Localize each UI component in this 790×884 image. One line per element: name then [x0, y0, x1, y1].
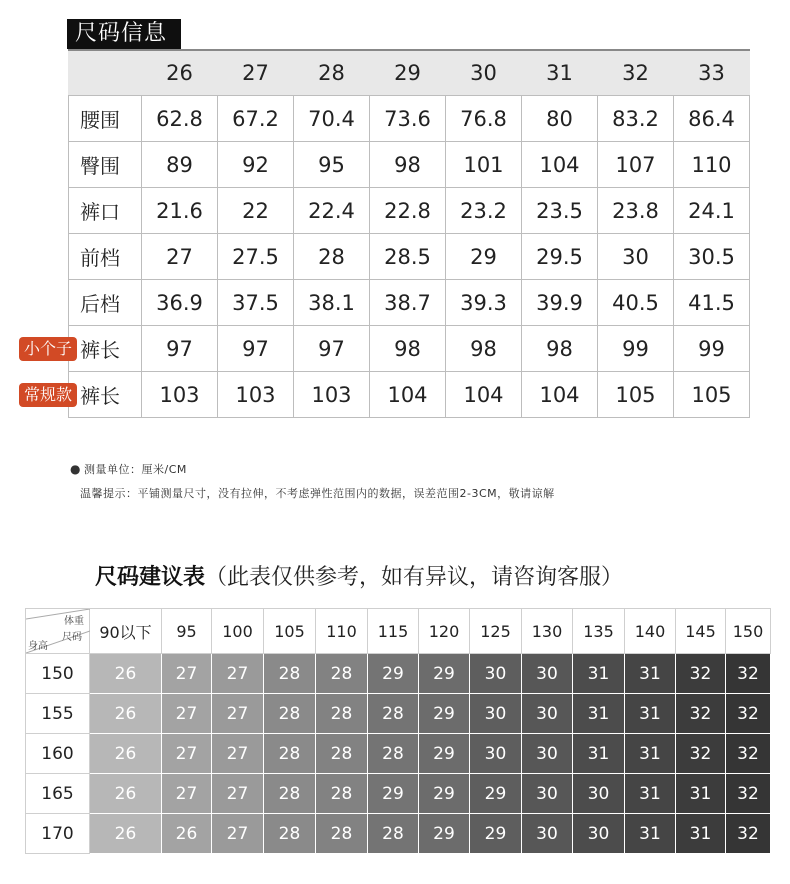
recommended-size-cell: 29: [419, 814, 470, 854]
recommended-size-cell: 28: [368, 734, 419, 774]
measure-value: 80: [522, 96, 598, 142]
measure-value: 27: [142, 234, 218, 280]
measure-value: 105: [674, 372, 750, 418]
measure-value: 83.2: [598, 96, 674, 142]
recommended-size-cell: 31: [676, 774, 726, 814]
measure-value: 67.2: [218, 96, 294, 142]
recommended-size-cell: 26: [90, 734, 162, 774]
recommended-size-cell: 28: [316, 654, 368, 694]
measure-value: 70.4: [294, 96, 370, 142]
measure-value: 23.8: [598, 188, 674, 234]
recommended-size-cell: 32: [726, 654, 771, 694]
recommended-size-cell: 30: [522, 774, 573, 814]
measure-value: 76.8: [446, 96, 522, 142]
recommended-size-cell: 26: [162, 814, 212, 854]
measure-value: 24.1: [674, 188, 750, 234]
row-tag: 常规款: [19, 383, 77, 407]
measure-value: 28.5: [370, 234, 446, 280]
header-empty-cell: [69, 50, 142, 96]
recommended-size-cell: 32: [726, 814, 771, 854]
recommended-size-cell: 26: [90, 814, 162, 854]
measure-value: 22: [218, 188, 294, 234]
measure-row: [69, 326, 750, 372]
measure-row: [69, 142, 750, 188]
recommended-size-cell: 27: [162, 774, 212, 814]
height-label: 155: [26, 694, 90, 734]
size-header-row: [69, 50, 750, 96]
recommend-header-row: [26, 609, 771, 654]
measure-row: [69, 96, 750, 142]
recommended-size-cell: 32: [676, 654, 726, 694]
recommended-size-cell: 32: [676, 734, 726, 774]
measure-value: 39.9: [522, 280, 598, 326]
recommended-size-cell: 30: [522, 654, 573, 694]
measure-value: 104: [522, 142, 598, 188]
recommended-size-cell: 28: [368, 694, 419, 734]
height-row: [26, 814, 771, 854]
measure-value: 22.8: [370, 188, 446, 234]
corner-size-label: 尺码: [62, 632, 82, 643]
weight-header-cell: 130: [522, 609, 573, 654]
recommended-size-cell: 28: [316, 774, 368, 814]
measure-value: 98: [370, 142, 446, 188]
size-info-title: 尺码信息: [67, 19, 181, 49]
recommended-size-cell: 31: [625, 774, 676, 814]
row-tag: 小个子: [19, 337, 77, 361]
recommended-size-cell: 31: [625, 694, 676, 734]
measure-value: 104: [370, 372, 446, 418]
size-info-table: [68, 49, 750, 418]
size-header-cell: 32: [598, 50, 674, 96]
size-header-cell: 29: [370, 50, 446, 96]
weight-header-cell: 95: [162, 609, 212, 654]
height-row: [26, 694, 771, 734]
measure-label: 臀围: [69, 142, 142, 188]
measure-row: [69, 188, 750, 234]
measure-value: 105: [598, 372, 674, 418]
weight-header-cell: 135: [573, 609, 625, 654]
measure-label: 裤口: [69, 188, 142, 234]
measure-value: 39.3: [446, 280, 522, 326]
weight-header-cell: 140: [625, 609, 676, 654]
measure-value: 97: [294, 326, 370, 372]
recommended-size-cell: 28: [316, 694, 368, 734]
recommended-size-cell: 31: [676, 814, 726, 854]
recommend-title-main: 尺码建议表: [95, 565, 206, 590]
size-header-cell: 27: [218, 50, 294, 96]
measure-value: 98: [446, 326, 522, 372]
measure-value: 23.5: [522, 188, 598, 234]
recommended-size-cell: 30: [470, 654, 522, 694]
size-header-cell: 26: [142, 50, 218, 96]
recommended-size-cell: 31: [625, 814, 676, 854]
weight-header-cell: 110: [316, 609, 368, 654]
height-label: 165: [26, 774, 90, 814]
measure-value: 99: [674, 326, 750, 372]
recommended-size-cell: 31: [573, 654, 625, 694]
recommended-size-cell: 28: [264, 654, 316, 694]
recommended-size-cell: 29: [368, 654, 419, 694]
recommended-size-cell: 28: [264, 774, 316, 814]
recommended-size-cell: 30: [522, 734, 573, 774]
measure-row: [69, 234, 750, 280]
measure-value: 97: [142, 326, 218, 372]
recommended-size-cell: 29: [368, 774, 419, 814]
weight-header-cell: 125: [470, 609, 522, 654]
recommended-size-cell: 27: [212, 654, 264, 694]
recommended-size-cell: 26: [90, 694, 162, 734]
recommended-size-cell: 29: [419, 774, 470, 814]
recommended-size-cell: 32: [726, 774, 771, 814]
recommended-size-cell: 31: [625, 734, 676, 774]
measure-value: 98: [370, 326, 446, 372]
recommended-size-cell: 32: [726, 734, 771, 774]
measure-row: [69, 372, 750, 418]
measure-value: 107: [598, 142, 674, 188]
recommended-size-cell: 30: [522, 694, 573, 734]
recommended-size-cell: 27: [212, 734, 264, 774]
measure-unit-note: [70, 461, 187, 477]
measure-label: 裤长: [69, 326, 142, 372]
weight-header-cell: 145: [676, 609, 726, 654]
measure-tip-note: 温馨提示：平铺测量尺寸，没有拉伸，不考虑弹性范围内的数据，误差范围2-3CM，敬请谅解: [80, 487, 555, 500]
recommended-size-cell: 30: [470, 694, 522, 734]
recommended-size-cell: 28: [316, 814, 368, 854]
measure-value: 30: [598, 234, 674, 280]
measure-value: 40.5: [598, 280, 674, 326]
measure-value: 98: [522, 326, 598, 372]
recommended-size-cell: 28: [264, 814, 316, 854]
bullet-icon: ●: [70, 462, 81, 476]
measure-value: 99: [598, 326, 674, 372]
recommended-size-cell: 28: [264, 734, 316, 774]
recommended-size-cell: 29: [419, 654, 470, 694]
corner-cell: [26, 609, 90, 654]
recommended-size-cell: 31: [573, 734, 625, 774]
measure-value: 27.5: [218, 234, 294, 280]
recommended-size-cell: 29: [470, 814, 522, 854]
height-row: [26, 774, 771, 814]
height-label: 150: [26, 654, 90, 694]
corner-height-label: 身高: [28, 641, 48, 652]
recommended-size-cell: 29: [419, 694, 470, 734]
height-label: 160: [26, 734, 90, 774]
recommended-size-cell: 31: [573, 694, 625, 734]
recommended-size-cell: 26: [90, 654, 162, 694]
measure-value: 97: [218, 326, 294, 372]
measure-unit-text: 测量单位：厘米/CM: [83, 463, 187, 476]
weight-header-cell: 150: [726, 609, 771, 654]
height-row: [26, 734, 771, 774]
recommended-size-cell: 28: [316, 734, 368, 774]
measure-value: 95: [294, 142, 370, 188]
recommend-title: [95, 560, 623, 591]
measure-value: 92: [218, 142, 294, 188]
size-header-cell: 33: [674, 50, 750, 96]
recommended-size-cell: 32: [726, 694, 771, 734]
measure-value: 73.6: [370, 96, 446, 142]
measure-value: 36.9: [142, 280, 218, 326]
recommended-size-cell: 30: [522, 814, 573, 854]
height-row: [26, 654, 771, 694]
recommended-size-cell: 27: [212, 694, 264, 734]
size-header-cell: 31: [522, 50, 598, 96]
recommended-size-cell: 27: [212, 814, 264, 854]
measure-value: 86.4: [674, 96, 750, 142]
weight-header-cell: 90以下: [90, 609, 162, 654]
recommended-size-cell: 27: [162, 734, 212, 774]
recommended-size-cell: 29: [419, 734, 470, 774]
weight-header-cell: 100: [212, 609, 264, 654]
height-label: 170: [26, 814, 90, 854]
measure-value: 103: [142, 372, 218, 418]
recommended-size-cell: 27: [162, 694, 212, 734]
size-recommend-table: [25, 608, 771, 854]
recommended-size-cell: 32: [676, 694, 726, 734]
size-header-cell: 30: [446, 50, 522, 96]
measure-row: [69, 280, 750, 326]
weight-header-cell: 115: [368, 609, 419, 654]
measure-label: 后档: [69, 280, 142, 326]
recommended-size-cell: 29: [470, 774, 522, 814]
measure-value: 30.5: [674, 234, 750, 280]
size-header-cell: 28: [294, 50, 370, 96]
recommended-size-cell: 28: [264, 694, 316, 734]
measure-value: 103: [294, 372, 370, 418]
measure-label: 前档: [69, 234, 142, 280]
measure-label: 裤长: [69, 372, 142, 418]
weight-header-cell: 105: [264, 609, 316, 654]
measure-value: 38.7: [370, 280, 446, 326]
recommended-size-cell: 28: [368, 814, 419, 854]
measure-value: 104: [446, 372, 522, 418]
recommend-title-sub: （此表仅供参考，如有异议，请咨询客服）: [205, 565, 624, 590]
measure-value: 22.4: [294, 188, 370, 234]
measure-value: 37.5: [218, 280, 294, 326]
measure-value: 29: [446, 234, 522, 280]
measure-value: 89: [142, 142, 218, 188]
measure-value: 62.8: [142, 96, 218, 142]
measure-value: 104: [522, 372, 598, 418]
corner-weight-label: 体重: [64, 616, 84, 627]
measure-value: 41.5: [674, 280, 750, 326]
recommended-size-cell: 26: [90, 774, 162, 814]
measure-value: 103: [218, 372, 294, 418]
recommended-size-cell: 30: [470, 734, 522, 774]
measure-value: 28: [294, 234, 370, 280]
weight-header-cell: 120: [419, 609, 470, 654]
measure-label: 腰围: [69, 96, 142, 142]
measure-value: 23.2: [446, 188, 522, 234]
recommended-size-cell: 27: [212, 774, 264, 814]
measure-value: 101: [446, 142, 522, 188]
recommended-size-cell: 30: [573, 774, 625, 814]
recommended-size-cell: 30: [573, 814, 625, 854]
measure-value: 38.1: [294, 280, 370, 326]
measure-value: 29.5: [522, 234, 598, 280]
recommended-size-cell: 31: [625, 654, 676, 694]
recommended-size-cell: 27: [162, 654, 212, 694]
measure-value: 21.6: [142, 188, 218, 234]
measure-value: 110: [674, 142, 750, 188]
